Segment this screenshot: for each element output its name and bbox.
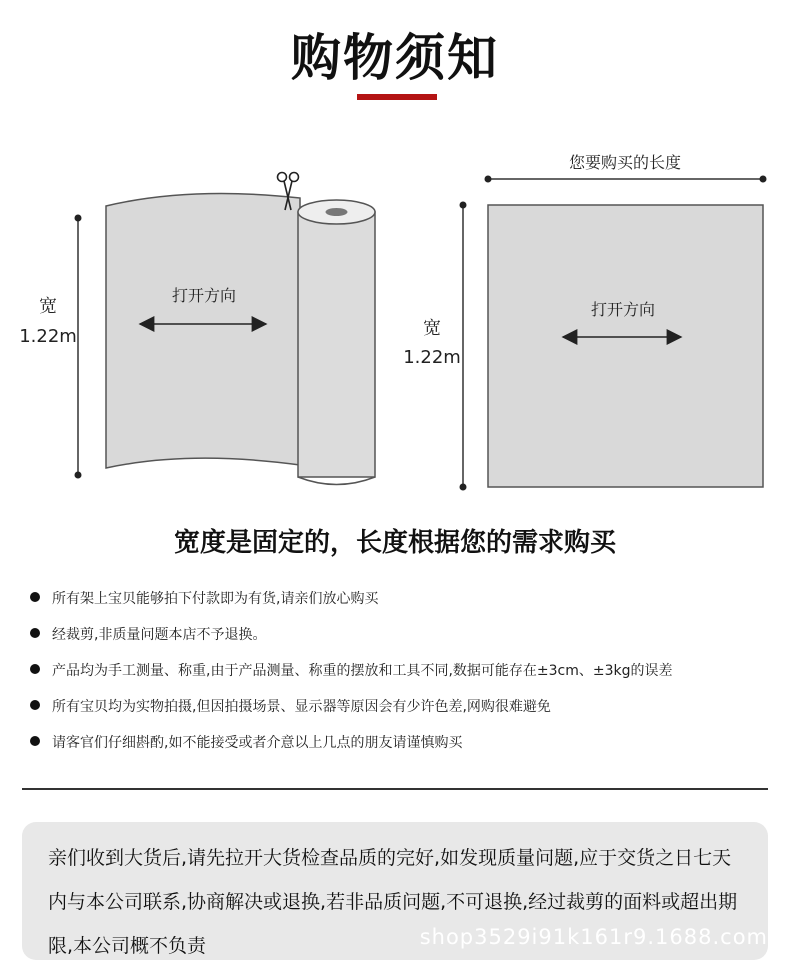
- page-title: 购物须知: [291, 29, 499, 87]
- bullet-icon: [30, 664, 40, 674]
- fabric-piece: [488, 205, 763, 487]
- list-item: 产品均为手工测量、称重,由于产品测量、称重的摆放和工具不同,数据可能存在±3cm、±3kg的误差: [30, 657, 673, 693]
- list-item: 请客官们仔细斟酌,如不能接受或者介意以上几点的朋友请谨慎购买: [30, 729, 673, 765]
- bullet-icon: [30, 628, 40, 638]
- list-item: 所有宝贝均为实物拍摄,但因拍摄场景、显示器等原因会有少许色差,网购很难避免: [30, 693, 673, 729]
- bullet-icon: [30, 700, 40, 710]
- roll-diagram: [0, 150, 790, 500]
- subtitle: 宽度是固定的，长度根据您的需求购买: [173, 528, 616, 558]
- fabric-sheet: [106, 194, 300, 469]
- list-item: 经裁剪,非质量问题本店不予退换。: [30, 621, 673, 657]
- right-width-label: 宽: [423, 318, 441, 339]
- left-width-value: 1.22m: [19, 326, 77, 347]
- bullet-icon: [30, 592, 40, 602]
- title-underline: [357, 94, 437, 100]
- notice-text: 亲们收到大货后,请先拉开大货检查品质的完好,如发现质量问题,应于交货之日七天内与本公司联系,协商解决或退换,若非品质问题,不可退换,经过裁剪的面料或超出期限,本公司概不负责: [48, 847, 738, 957]
- shop-watermark: shop3529i91k161r9.1688.com: [419, 925, 768, 949]
- notes-list: [30, 585, 673, 765]
- bullet-icon: [30, 736, 40, 746]
- left-width-label: 宽: [39, 296, 57, 317]
- left-direction-label: 打开方向: [171, 286, 237, 305]
- list-item: 所有架上宝贝能够拍下付款即为有货,请亲们放心购买: [30, 585, 673, 621]
- fabric-roll: [298, 200, 375, 485]
- length-label: 您要购买的长度: [568, 153, 682, 172]
- right-width-value: 1.22m: [403, 347, 461, 368]
- length-dimension: [485, 176, 767, 183]
- right-width-dimension: [460, 202, 467, 491]
- right-direction-label: 打开方向: [590, 300, 656, 319]
- divider: [22, 788, 768, 790]
